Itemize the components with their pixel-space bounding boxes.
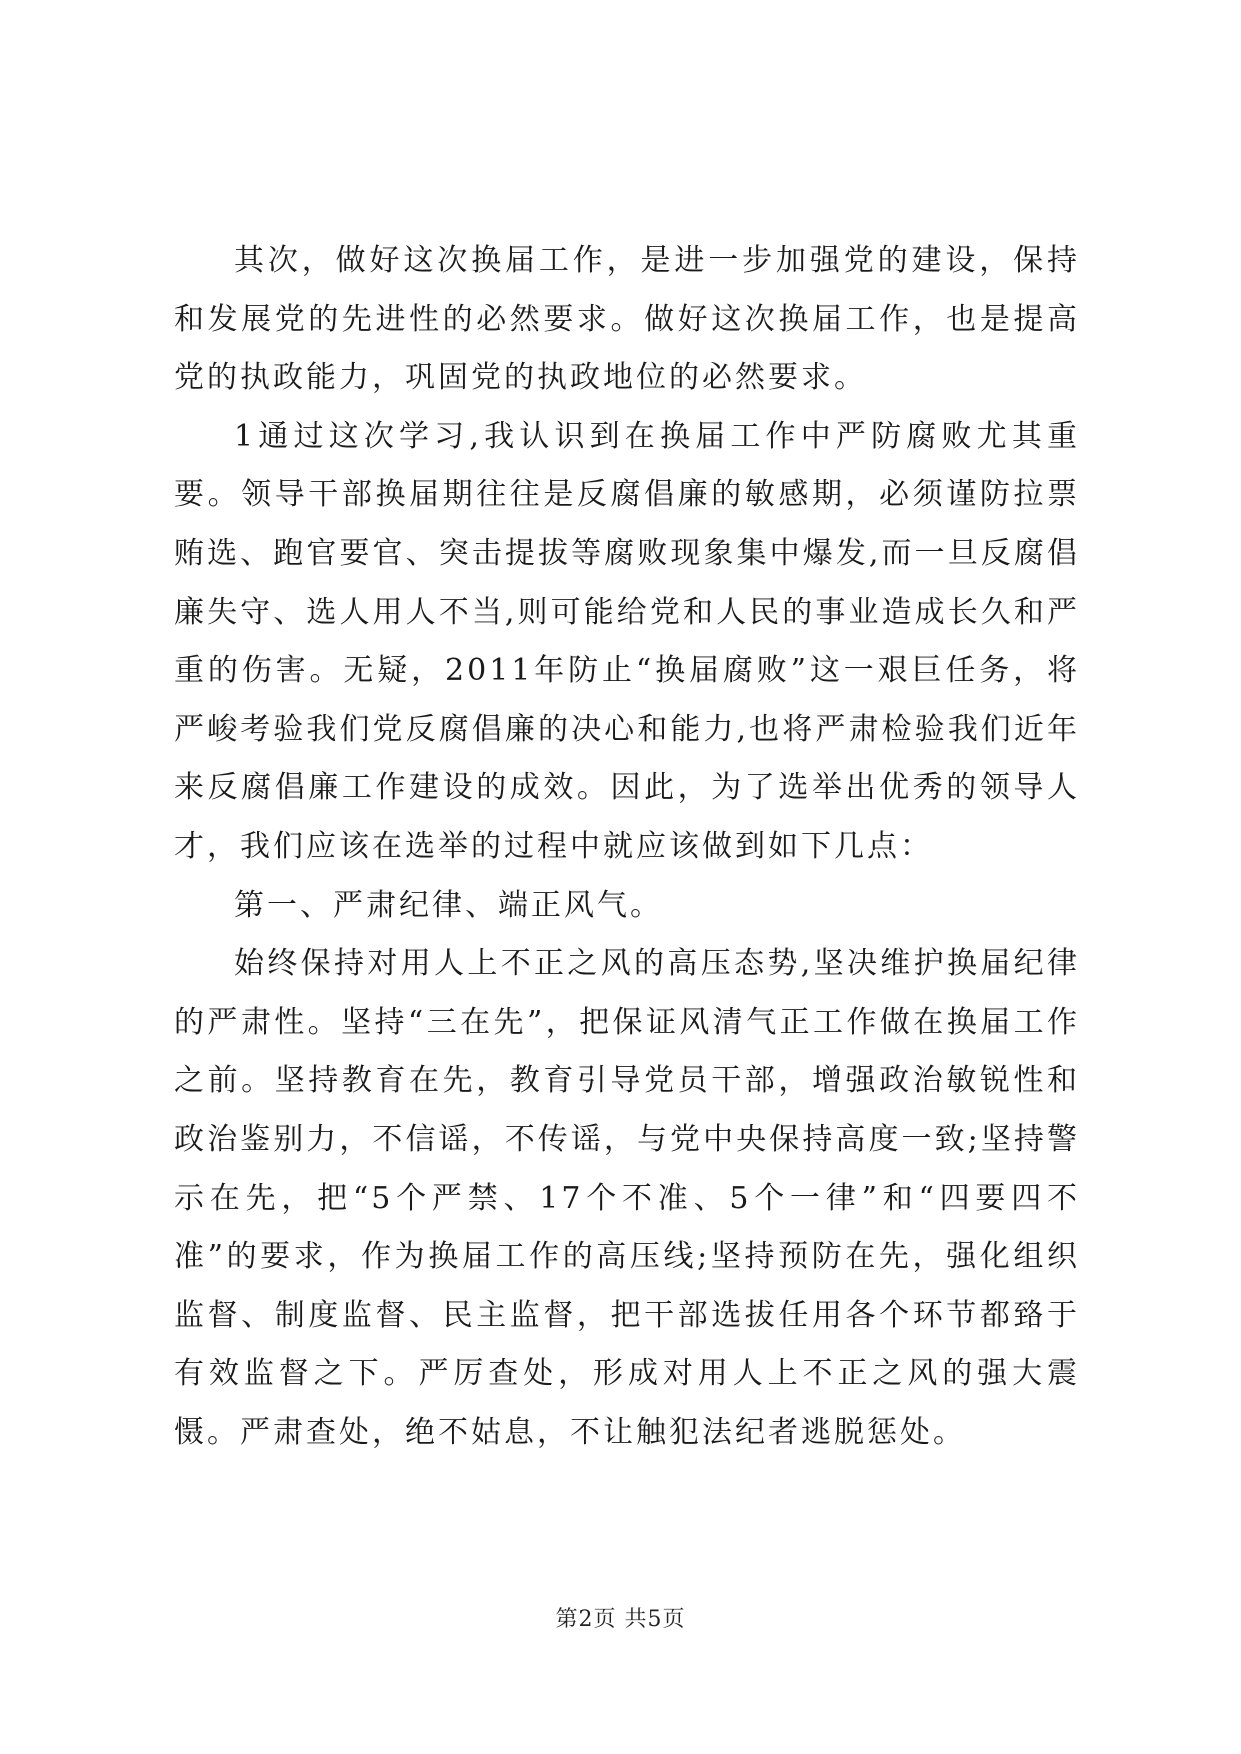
paragraph-3-heading: 第一、严肃纪律、端正风气。 [234,887,663,923]
paragraph-4: 始终保持对用人上不正之风的高压态势,坚决维护换届纪律的严肃性。坚持“三在先”，把保证风清气正工作做在换届工作之前。坚持教育在先，教育引导党员干部，增强政治敏锐性和政治鉴别力，不信谣，不传谣，与党中央保持高度一致;坚持警示在先，把“5个严禁、17个不准、5个一律”和“四要四不准”的要求，作为换届工作的高压线;坚持预防在先，强化组织监督、制度监督、民主监督，把干部选拔任用各个环节都臵于有效监督之下。严厉查处，形成对用人上不正之风的强大震慑。严肃查处，绝不姑息，不让触犯法纪者逃脱惩处。 [174,946,1080,1450]
paragraph-1: 其次，做好这次换届工作，是进一步加强党的建设，保持和发展党的先进性的必然要求。做好这次换届工作，也是提高党的执政能力，巩固党的执政地位的必然要求。 [174,243,1080,396]
document-body [174,232,1080,1462]
paragraph-2: 1通过这次学习,我认识到在换届工作中严防腐败尤其重要。领导干部换届期往往是反腐倡廉的敏感期，必须谨防拉票贿选、跑官要官、突击提拔等腐败现象集中爆发,而一旦反腐倡廉失守、选人用人不当,则可能给党和人民的事业造成长久和严重的伤害。无疑，2011年防止“换届腐败”这一艰巨任务，将严峻考验我们党反腐倡廉的决心和能力,也将严肃检验我们近年来反腐倡廉工作建设的成效。因此，为了选举出优秀的领导人才，我们应该在选举的过程中就应该做到如下几点： [174,418,1080,864]
page-number-footer: 第2页 共5页 [555,1607,686,1632]
